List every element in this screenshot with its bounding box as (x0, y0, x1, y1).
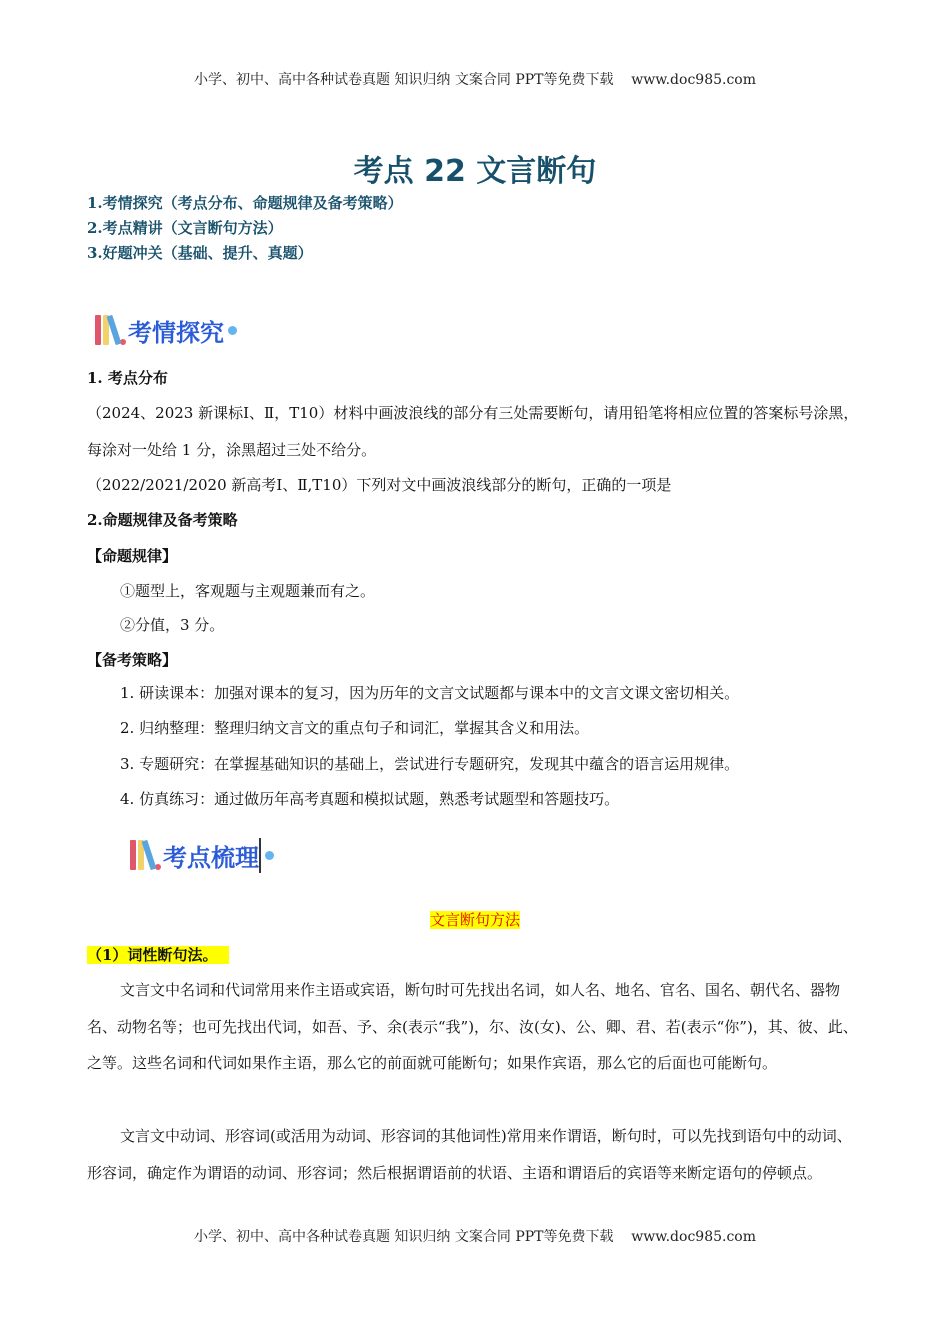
page-header: 小学、初中、高中各种试卷真题 知识归纳 文案合同 PPT等免费下载 www.doc985.com (193, 72, 756, 88)
list-item: 2. 归纳整理：整理归纳文言文的重点句子和词汇，掌握其含义和用法。 (120, 719, 590, 737)
paragraph: （2022/2021/2020 新高考Ⅰ、Ⅱ,T10）下列对文中画波浪线部分的断句，正确的一项是 (87, 476, 672, 494)
section-heading: 1. 考点分布 (87, 369, 168, 387)
books-icon (130, 840, 152, 870)
books-icon (95, 315, 117, 345)
list-item: 1. 研读课本：加强对课本的复习，因为历年的文言文试题都与课本中的文言文课文密切相关。 (120, 684, 740, 702)
toc-item-3: 3.好题冲关（基础、提升、真题） (87, 244, 313, 262)
list-item: ①题型上，客观题与主观题兼而有之。 (120, 582, 376, 600)
list-item: ②分值，3 分。 (120, 616, 225, 634)
list-item: 3. 专题研究：在掌握基础知识的基础上，尝试进行专题研究，发现其中蕴含的语言运用规律。 (120, 755, 740, 773)
section-banner-kaodian (130, 830, 274, 880)
toc-item-1: 1.考情探究（考点分布、命题规律及备考策略） (87, 194, 403, 212)
method-title: 文言断句方法 (429, 911, 520, 929)
paragraph: 文言文中动词、形容词(或活用为动词、形容词的其他词性)常用来作谓语，断句时，可以先找到语句中的动词、形容词，确定作为谓语的动词、形容词；然后根据谓语前的状语、主语和谓语后的宾语等来断定语句的停顿点。 (87, 1127, 852, 1182)
section-heading: 2.命题规律及备考策略 (87, 511, 238, 529)
sub-heading: 【备考策略】 (87, 651, 178, 669)
banner-title: 考点梳理 (163, 838, 261, 873)
list-item: 4. 仿真练习：通过做历年高考真题和模拟试题，熟悉考试题型和答题技巧。 (120, 790, 620, 808)
paragraph: （2024、2023 新课标Ⅰ、Ⅱ，T10）材料中画波浪线的部分有三处需要断句，请用铅笔将相应位置的答案标号涂黑，每涂对一处给 1 分，涂黑超过三处不给分。 (87, 404, 859, 459)
paragraph: 文言文中名词和代词常用来作主语或宾语，断句时可先找出名词，如人名、地名、官名、国名、朝代名、器物名、动物名等；也可先找出代词，如吾、予、余(表示“我”)，尔、汝(女)、公、卿、君、若(表示“你”)，其、彼、此、之等。这些名词和代词如果作主语，那么它的前面就可能断句；如果作宾语，那么它的后面也可能断句。 (87, 981, 858, 1072)
section-banner-kaoqing (95, 305, 237, 355)
sub-heading: 【命题规律】 (87, 547, 178, 565)
page-footer: 小学、初中、高中各种试卷真题 知识归纳 文案合同 PPT等免费下载 www.doc985.com (193, 1229, 756, 1245)
banner-title: 考情探究 (128, 318, 224, 347)
toc-item-2: 2.考点精讲（文言断句方法） (87, 219, 283, 237)
page-title: 考点 22 文言断句 (353, 154, 597, 189)
method-heading: （1）词性断句法。 (87, 946, 229, 964)
